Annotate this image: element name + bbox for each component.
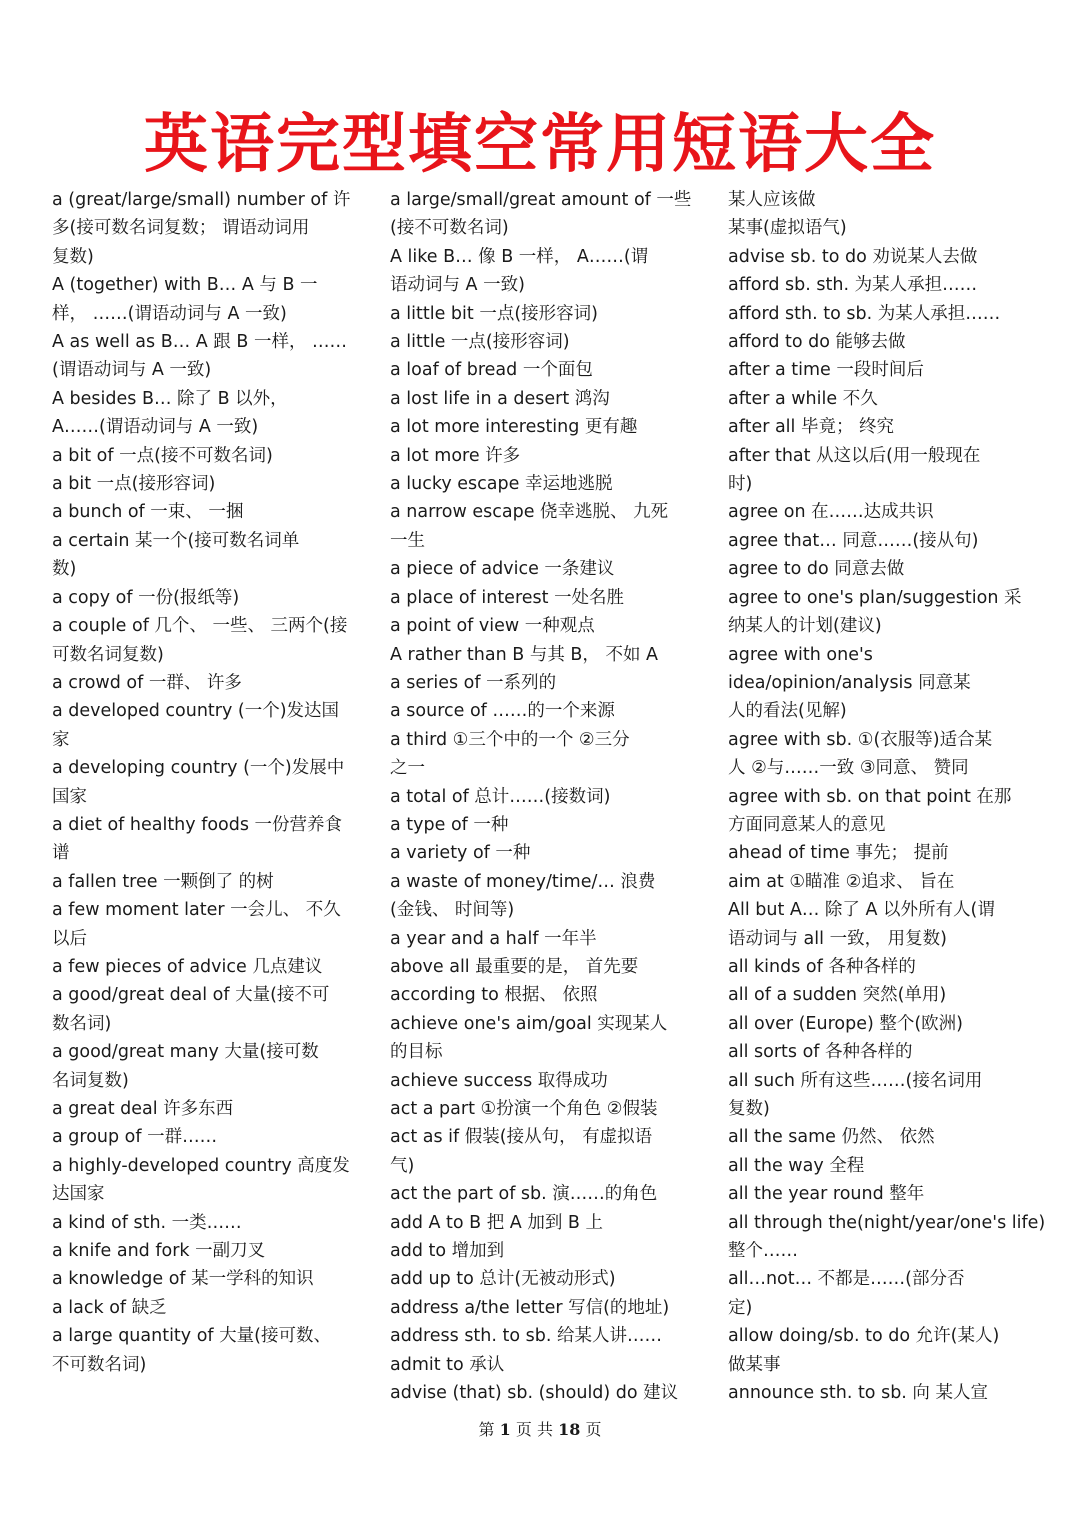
phrase-line: after that 从这以后(用一般现在 bbox=[728, 445, 981, 466]
phrase-line: achieve one's aim/goal 实现某人 bbox=[390, 1013, 668, 1034]
phrase-line: a year and a half 一年半 bbox=[390, 928, 597, 949]
phrase-line: a type of 一种 bbox=[390, 814, 509, 835]
phrase-line: all…not… 不都是……(部分否 bbox=[728, 1269, 965, 1290]
phrase-line: according to 根据、 依照 bbox=[390, 985, 598, 1006]
phrase-line: 做某事 bbox=[728, 1354, 781, 1375]
phrase-line: A besides B… 除了 B 以外， bbox=[52, 388, 288, 409]
phrase-line: All but A… 除了 A 以外所有人(谓 bbox=[728, 900, 995, 921]
phrase-line: a developing country (一个)发展中 bbox=[52, 758, 345, 779]
phrase-line: act as if 假装(接从句， 有虚拟语 bbox=[390, 1127, 653, 1148]
phrase-line: after a while 不久 bbox=[728, 388, 878, 409]
phrase-line: 语动词与 A 一致) bbox=[390, 275, 525, 296]
phrase-line: a certain 某一个(接可数名词单 bbox=[52, 530, 300, 551]
phrase-line: 之一 bbox=[390, 758, 425, 779]
phrase-line: 达国家 bbox=[52, 1184, 105, 1205]
phrase-line: 谱 bbox=[52, 843, 70, 864]
phrase-line: all kinds of 各种各样的 bbox=[728, 956, 916, 977]
phrase-line: 气) bbox=[390, 1155, 415, 1176]
phrase-line: 语动词与 all 一致， 用复数) bbox=[728, 928, 947, 949]
phrase-line: a piece of advice 一条建议 bbox=[390, 559, 615, 580]
phrase-line: 方面同意某人的意见 bbox=[728, 814, 886, 835]
phrase-line: a bit of 一点(接不可数名词) bbox=[52, 445, 273, 466]
phrase-line: a good/great many 大量(接可数 bbox=[52, 1042, 319, 1063]
phrase-line: afford sth. to sb. 为某人承担…… bbox=[728, 303, 1001, 324]
phrase-line: A as well as B… A 跟 B 一样， …… bbox=[52, 332, 348, 353]
footer-middle: 页 共 bbox=[515, 1420, 553, 1439]
phrase-line: a lot more interesting 更有趣 bbox=[390, 417, 638, 438]
phrase-line: a few pieces of advice 几点建议 bbox=[52, 956, 323, 977]
phrase-line: aim at ①瞄准 ②追求、 旨在 bbox=[728, 871, 955, 892]
phrase-line: a source of ……的一个来源 bbox=[390, 701, 615, 722]
phrase-line: a lucky escape 幸运地逃脱 bbox=[390, 474, 613, 495]
phrase-line: A rather than B 与其 B， 不如 A bbox=[390, 644, 658, 665]
phrase-line: 一生 bbox=[390, 530, 425, 551]
phrase-line: a diet of healthy foods 一份营养食 bbox=[52, 814, 343, 835]
phrase-line: advise sb. to do 劝说某人去做 bbox=[728, 246, 978, 267]
phrase-line: 不可数名词) bbox=[52, 1354, 147, 1375]
phrase-line: 纳某人的计划(建议) bbox=[728, 616, 882, 637]
phrase-line: address a/the letter 写信(的地址) bbox=[390, 1297, 670, 1318]
phrase-line: 整个…… bbox=[728, 1241, 798, 1262]
phrase-line: 复数) bbox=[728, 1099, 770, 1119]
phrase-line: agree with sb. on that point 在那 bbox=[728, 786, 1012, 807]
phrase-line: a series of 一系列的 bbox=[390, 672, 557, 693]
phrase-line: a variety of 一种 bbox=[390, 843, 531, 864]
phrase-line: 家 bbox=[52, 729, 70, 750]
phrase-line: a fallen tree 一颗倒了 的树 bbox=[52, 871, 274, 892]
phrase-line: a waste of money/time/… 浪费 bbox=[390, 871, 656, 892]
phrase-line: all through the(night/year/one's life) bbox=[728, 1212, 1046, 1233]
column-1 bbox=[52, 186, 357, 1379]
phrase-line: add to 增加到 bbox=[390, 1241, 505, 1262]
page-number: 1 bbox=[499, 1420, 511, 1439]
phrase-line: a lot more 许多 bbox=[390, 445, 521, 466]
page-title: 英语完型填空常用短语大全 bbox=[144, 108, 936, 182]
phrase-line: a third ①三个中的一个 ②三分 bbox=[390, 729, 630, 750]
phrase-line: a loaf of bread 一个面包 bbox=[390, 360, 593, 381]
phrase-line: 的目标 bbox=[390, 1042, 443, 1063]
phrase-line: a point of view 一种观点 bbox=[390, 616, 595, 637]
phrase-line: (接不可数名词) bbox=[390, 218, 509, 239]
footer-prefix: 第 bbox=[478, 1420, 495, 1439]
phrase-line: a developed country (一个)发达国 bbox=[52, 701, 340, 722]
phrase-line: 人 ②与……一致 ③同意、 赞同 bbox=[728, 758, 969, 779]
phrase-line: a total of 总计……(接数词) bbox=[390, 786, 611, 807]
footer-suffix: 页 bbox=[585, 1420, 602, 1439]
phrase-line: a knowledge of 某一学科的知识 bbox=[52, 1269, 314, 1290]
phrase-line: a little bit 一点(接形容词) bbox=[390, 303, 598, 324]
phrase-line: agree on 在……达成共识 bbox=[728, 502, 934, 523]
phrase-line: a bunch of 一束、 一捆 bbox=[52, 502, 244, 523]
phrase-line: (谓语动词与 A 一致) bbox=[52, 360, 212, 381]
phrase-line: afford to do 能够去做 bbox=[728, 332, 906, 353]
phrase-line: a knife and fork 一副刀叉 bbox=[52, 1241, 266, 1262]
phrase-line: 可数名词复数) bbox=[52, 644, 164, 665]
phrase-line: address sth. to sb. 给某人讲…… bbox=[390, 1326, 662, 1347]
phrase-line: a little 一点(接形容词) bbox=[390, 332, 570, 353]
phrase-line: a (great/large/small) number of 许 bbox=[52, 190, 351, 210]
phrase-line: 数名词) bbox=[52, 1013, 112, 1034]
phrase-line: 人的看法(见解) bbox=[728, 701, 847, 722]
phrase-line: 以后 bbox=[52, 928, 87, 949]
phrase-line: 国家 bbox=[52, 786, 87, 807]
phrase-line: agree to do 同意去做 bbox=[728, 559, 905, 580]
phrase-line: all the same 仍然、 依然 bbox=[728, 1127, 935, 1148]
phrase-line: act a part ①扮演一个角色 ②假装 bbox=[390, 1099, 658, 1119]
phrase-line: 数) bbox=[52, 559, 77, 580]
phrase-line: a kind of sth. 一类…… bbox=[52, 1212, 242, 1233]
total-pages: 18 bbox=[558, 1420, 581, 1439]
phrase-line: a lost life in a desert 鸿沟 bbox=[390, 388, 610, 409]
phrase-line: after a time 一段时间后 bbox=[728, 360, 924, 381]
phrase-line: above all 最重要的是， 首先要 bbox=[390, 956, 639, 977]
phrase-line: a copy of 一份(报纸等) bbox=[52, 587, 240, 608]
phrase-line: a few moment later 一会儿、 不久 bbox=[52, 900, 341, 921]
phrase-line: a lack of 缺乏 bbox=[52, 1297, 167, 1318]
phrase-line: all the year round 整年 bbox=[728, 1184, 925, 1205]
phrase-line: idea/opinion/analysis 同意某 bbox=[728, 672, 971, 693]
page-footer bbox=[0, 1417, 1080, 1440]
phrase-line: a large quantity of 大量(接可数、 bbox=[52, 1326, 331, 1347]
phrase-line: a crowd of 一群、 许多 bbox=[52, 672, 242, 693]
phrase-line: agree to one's plan/suggestion 采 bbox=[728, 587, 1022, 608]
phrase-line: a narrow escape 侥幸逃脱、 九死 bbox=[390, 502, 669, 523]
phrase-line: afford sb. sth. 为某人承担…… bbox=[728, 275, 978, 296]
phrase-line: A like B… 像 B 一样， A……(谓 bbox=[390, 246, 649, 267]
phrase-line: all such 所有这些……(接名词用 bbox=[728, 1070, 983, 1091]
phrase-line: A……(谓语动词与 A 一致) bbox=[52, 417, 259, 438]
phrase-line: 定) bbox=[728, 1297, 753, 1318]
phrase-line: a good/great deal of 大量(接不可 bbox=[52, 985, 330, 1006]
phrase-line: a great deal 许多东西 bbox=[52, 1099, 234, 1119]
phrase-line: 时) bbox=[728, 474, 753, 495]
phrase-line: 复数) bbox=[52, 246, 94, 267]
phrase-line: agree that… 同意……(接从句) bbox=[728, 530, 979, 551]
phrase-line: a large/small/great amount of 一些 bbox=[390, 190, 692, 210]
phrase-line: admit to 承认 bbox=[390, 1354, 505, 1375]
phrase-line: announce sth. to sb. 向 某人宣 bbox=[728, 1383, 988, 1404]
phrase-line: all over (Europe) 整个(欧洲) bbox=[728, 1013, 964, 1034]
phrase-line: after all 毕竟； 终究 bbox=[728, 417, 895, 438]
phrase-line: A (together) with B… A 与 B 一 bbox=[52, 275, 318, 296]
phrase-line: 某事(虚拟语气) bbox=[728, 218, 847, 239]
phrase-line: 多(接可数名词复数； 谓语动词用 bbox=[52, 218, 310, 239]
phrase-line: a bit 一点(接形容词) bbox=[52, 474, 216, 495]
phrase-line: all the way 全程 bbox=[728, 1155, 865, 1176]
phrase-line: ahead of time 事先； 提前 bbox=[728, 843, 949, 864]
phrase-line: a highly-developed country 高度发 bbox=[52, 1155, 350, 1176]
phrase-line: agree with one's bbox=[728, 644, 873, 665]
phrase-line: 名词复数) bbox=[52, 1070, 129, 1091]
phrase-line: all sorts of 各种各样的 bbox=[728, 1042, 913, 1063]
phrase-line: (金钱、 时间等) bbox=[390, 900, 515, 921]
phrase-line: advise (that) sb. (should) do 建议 bbox=[390, 1383, 679, 1404]
phrase-line: a place of interest 一处名胜 bbox=[390, 587, 625, 608]
phrase-line: agree with sb. ①(衣服等)适合某 bbox=[728, 729, 993, 750]
phrase-line: all of a sudden 突然(单用) bbox=[728, 985, 947, 1006]
column-3 bbox=[728, 186, 1046, 1407]
phrase-line: 样， ……(谓语动词与 A 一致) bbox=[52, 303, 287, 324]
phrase-line: a couple of 几个、 一些、 三两个(接 bbox=[52, 616, 348, 637]
phrase-line: add A to B 把 A 加到 B 上 bbox=[390, 1212, 603, 1233]
phrase-line: allow doing/sb. to do 允许(某人) bbox=[728, 1326, 1000, 1347]
column-2 bbox=[390, 186, 692, 1407]
phrase-line: a group of 一群…… bbox=[52, 1127, 218, 1148]
phrase-line: achieve success 取得成功 bbox=[390, 1070, 608, 1091]
phrase-line: act the part of sb. 演……的角色 bbox=[390, 1184, 658, 1205]
phrase-line: 某人应该做 bbox=[728, 190, 816, 210]
phrase-line: add up to 总计(无被动形式) bbox=[390, 1269, 616, 1290]
